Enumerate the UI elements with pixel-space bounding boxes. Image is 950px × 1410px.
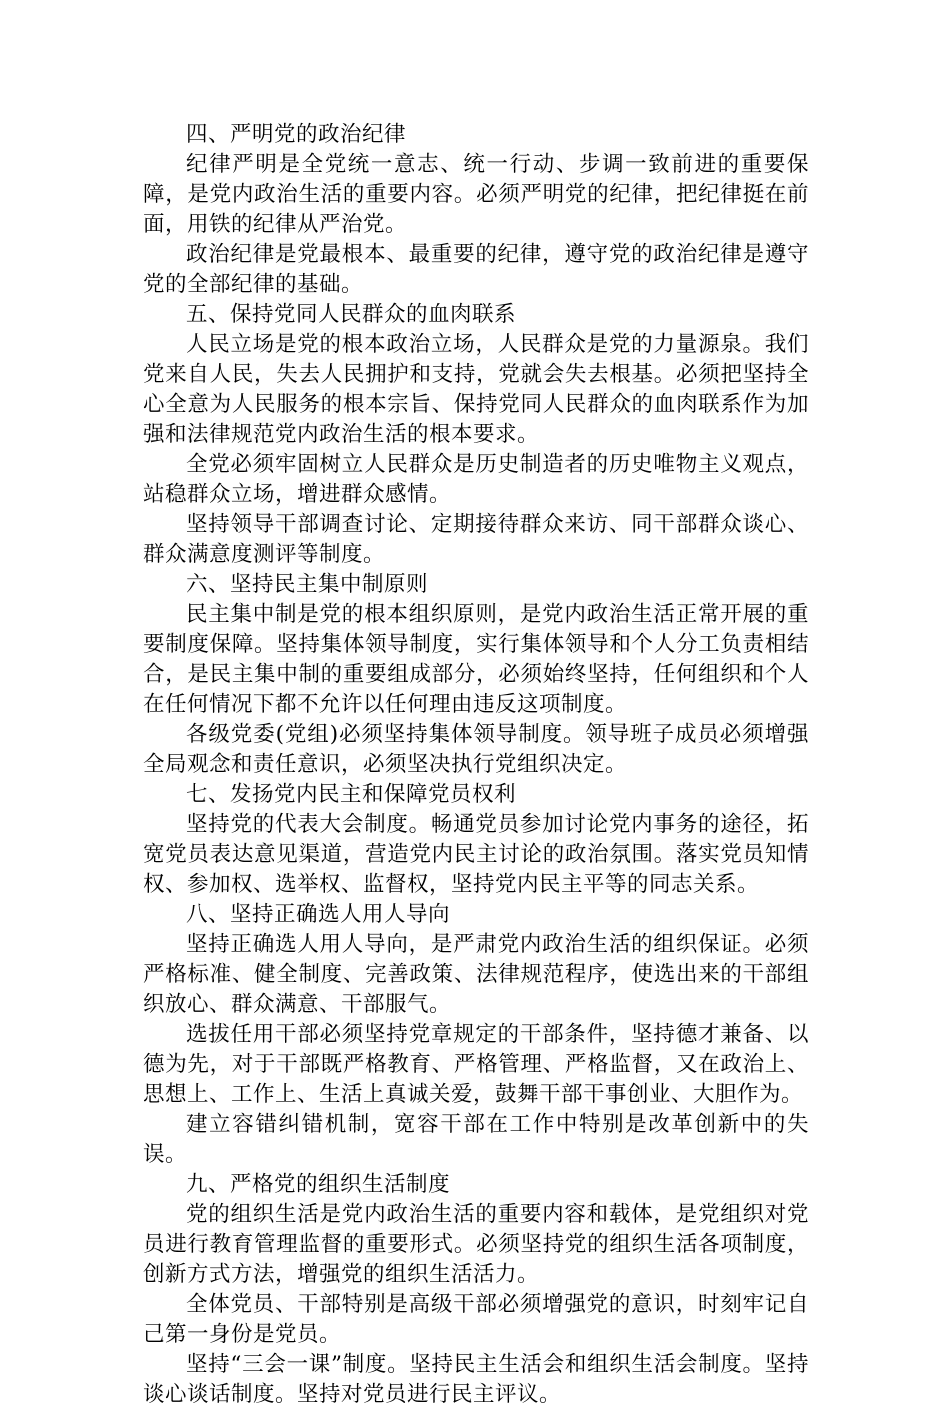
paragraph: 全党必须牢固树立人民群众是历史制造者的历史唯物主义观点，站稳群众立场，增进群众感情。 <box>143 452 809 507</box>
section-heading: 六、坚持民主集中制原则 <box>186 572 429 597</box>
section-heading: 七、发扬党内民主和保障党员权利 <box>186 782 517 807</box>
paragraph: 全体党员、干部特别是高级干部必须增强党的意识，时刻牢记自己第一身份是党员。 <box>143 1292 809 1347</box>
paragraph: 选拔任用干部必须坚持党章规定的干部条件，坚持德才兼备、以德为先，对于干部既严格教育、严格管理、严格监督，又在政治上、思想上、工作上、生活上真诚关爱，鼓舞干部干事创业、大胆作为。 <box>143 1022 809 1107</box>
paragraph: 政治纪律是党最根本、最重要的纪律，遵守党的政治纪律是遵守党的全部纪律的基础。 <box>143 242 809 297</box>
paragraph: 民主集中制是党的根本组织原则，是党内政治生活正常开展的重要制度保障。坚持集体领导制度，实行集体领导和个人分工负责相结合，是民主集中制的重要组成部分，必须始终坚持，任何组织和个人在任何情况下都不允许以任何理由违反这项制度。 <box>143 602 809 717</box>
paragraph: 纪律严明是全党统一意志、统一行动、步调一致前进的重要保障，是党内政治生活的重要内容。必须严明党的纪律，把纪律挺在前面，用铁的纪律从严治党。 <box>143 152 809 237</box>
paragraph: 人民立场是党的根本政治立场，人民群众是党的力量源泉。我们党来自人民，失去人民拥护和支持，党就会失去根基。必须把坚持全心全意为人民服务的根本宗旨、保持党同人民群众的血肉联系作为加强和法律规范党内政治生活的根本要求。 <box>143 332 809 447</box>
section-heading: 八、坚持正确选人用人导向 <box>186 902 451 927</box>
section-heading: 四、严明党的政治纪律 <box>186 122 407 147</box>
section-heading: 五、保持党同人民群众的血肉联系 <box>186 302 517 327</box>
paragraph: 各级党委(党组)必须坚持集体领导制度。领导班子成员必须增强全局观念和责任意识，必须坚决执行党组织决定。 <box>143 722 809 777</box>
paragraph: 建立容错纠错机制，宽容干部在工作中特别是改革创新中的失误。 <box>143 1112 809 1167</box>
paragraph: 坚持“三会一课”制度。坚持民主生活会和组织生活会制度。坚持谈心谈话制度。坚持对党员进行民主评议。 <box>143 1352 809 1407</box>
paragraph: 党的组织生活是党内政治生活的重要内容和载体，是党组织对党员进行教育管理监督的重要形式。必须坚持党的组织生活各项制度，创新方式方法，增强党的组织生活活力。 <box>143 1202 809 1287</box>
section-heading: 九、严格党的组织生活制度 <box>186 1172 451 1197</box>
paragraph: 坚持党的代表大会制度。畅通党员参加讨论党内事务的途径，拓宽党员表达意见渠道，营造党内民主讨论的政治氛围。落实党员知情权、参加权、选举权、监督权，坚持党内民主平等的同志关系。 <box>143 812 809 897</box>
document-body <box>143 120 809 1410</box>
paragraph: 坚持正确选人用人导向，是严肃党内政治生活的组织保证。必须严格标准、健全制度、完善政策、法律规范程序，使选出来的干部组织放心、群众满意、干部服气。 <box>143 932 809 1017</box>
paragraph: 坚持领导干部调查讨论、定期接待群众来访、同干部群众谈心、群众满意度测评等制度。 <box>143 512 809 567</box>
